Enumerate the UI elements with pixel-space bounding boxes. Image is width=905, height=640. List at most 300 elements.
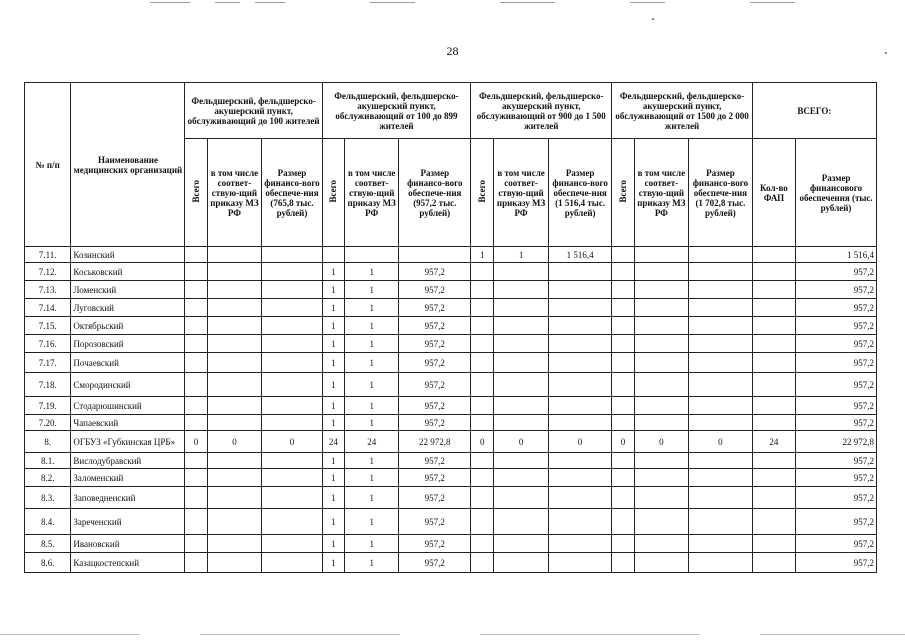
row-cell [689, 247, 753, 263]
row-number: 8.4. [25, 509, 71, 535]
table-row [25, 263, 877, 281]
row-organization-name: Стодарюшинский [71, 397, 185, 415]
row-cell [612, 453, 634, 469]
row-cell [612, 263, 634, 281]
table-row [25, 415, 877, 431]
row-cell [689, 353, 753, 373]
row-cell [471, 487, 494, 509]
row-cell [185, 509, 207, 535]
row-organization-name: Козинский [71, 247, 185, 263]
row-cell [752, 535, 795, 553]
table-row [25, 553, 877, 573]
row-cell [494, 487, 549, 509]
row-cell [752, 453, 795, 469]
group4-header: Фельдшерский, фельдшерско-акушерский пункт, обслуживающий от 1500 до 2 000 жителей [612, 83, 752, 139]
row-cell: 1 [322, 317, 344, 335]
row-cell: 957,2 [796, 317, 877, 335]
row-number: 7.18. [25, 373, 71, 397]
row-cell [689, 469, 753, 487]
vtom-header-4: в том числе соответ-ствую-щий приказу МЗ РФ [634, 139, 689, 247]
row-cell [262, 415, 323, 431]
row-cell: 957,2 [399, 509, 471, 535]
row-cell: 1 [344, 469, 399, 487]
row-cell [689, 281, 753, 299]
row-cell [185, 263, 207, 281]
row-cell [207, 535, 262, 553]
row-cell [689, 263, 753, 281]
row-cell [752, 373, 795, 397]
row-cell [185, 281, 207, 299]
group3-header: Фельдшерский, фельдшерско-акушерский пункт, обслуживающий от 900 до 1 500 жителей [471, 83, 612, 139]
table-row [25, 335, 877, 353]
row-cell: 1 [344, 281, 399, 299]
row-cell [185, 487, 207, 509]
row-cell: 0 [494, 431, 549, 453]
row-cell [494, 553, 549, 573]
row-cell [494, 317, 549, 335]
row-cell [752, 353, 795, 373]
row-cell: 0 [262, 431, 323, 453]
row-organization-name: Вислодубравский [71, 453, 185, 469]
row-cell: 1 [322, 509, 344, 535]
row-cell [262, 469, 323, 487]
row-cell [612, 469, 634, 487]
row-organization-name: Заповедненский [71, 487, 185, 509]
row-cell: 957,2 [796, 373, 877, 397]
group1-header: Фельдшерский, фельдшерско-акушерский пункт, обслуживающий до 100 жителей [185, 83, 322, 139]
row-cell [185, 335, 207, 353]
row-cell: 957,2 [399, 397, 471, 415]
row-cell: 24 [752, 431, 795, 453]
row-cell [634, 281, 689, 299]
table-row [25, 299, 877, 317]
row-cell: 1 [322, 373, 344, 397]
row-cell [689, 453, 753, 469]
row-cell: 1 516,4 [796, 247, 877, 263]
row-cell [494, 281, 549, 299]
row-cell [207, 397, 262, 415]
row-organization-name: Луговский [71, 299, 185, 317]
row-cell [634, 469, 689, 487]
row-cell: 957,2 [796, 487, 877, 509]
row-organization-name: Порозовский [71, 335, 185, 353]
row-cell [548, 487, 612, 509]
row-cell [752, 263, 795, 281]
row-cell [471, 263, 494, 281]
row-number: 7.19. [25, 397, 71, 415]
row-cell [185, 535, 207, 553]
row-cell: 957,2 [796, 469, 877, 487]
row-cell [262, 247, 323, 263]
table-row [25, 431, 877, 453]
row-cell [548, 299, 612, 317]
row-cell: 957,2 [399, 373, 471, 397]
row-cell [752, 469, 795, 487]
row-cell: 22 972,8 [399, 431, 471, 453]
row-organization-name: Ломенский [71, 281, 185, 299]
row-cell: 1 [344, 553, 399, 573]
vsego-header-1: Всего [185, 139, 207, 247]
row-cell: 0 [471, 431, 494, 453]
row-cell [207, 509, 262, 535]
row-cell: 1 [344, 353, 399, 373]
row-cell: 957,2 [796, 281, 877, 299]
row-cell [185, 353, 207, 373]
row-cell: 957,2 [399, 487, 471, 509]
row-number: 7.11. [25, 247, 71, 263]
row-cell [548, 263, 612, 281]
row-cell: 1 [344, 509, 399, 535]
row-cell: 1 [344, 535, 399, 553]
row-cell [689, 335, 753, 353]
row-cell [752, 397, 795, 415]
table-row [25, 453, 877, 469]
row-cell: 957,2 [399, 317, 471, 335]
row-cell [262, 453, 323, 469]
row-cell [471, 453, 494, 469]
row-cell: 957,2 [399, 353, 471, 373]
row-cell [471, 509, 494, 535]
row-cell [612, 353, 634, 373]
size-header-2: Размер финансо-вого обеспече-ния (957,2 тыс. рублей) [399, 139, 471, 247]
table-row [25, 535, 877, 553]
size-header-3: Размер финансо-вого обеспече-ния (1 516,4 тыс. рублей) [548, 139, 612, 247]
row-cell [185, 469, 207, 487]
row-cell [689, 487, 753, 509]
row-cell [612, 535, 634, 553]
size-header-1: Размер финансо-вого обеспече-ния (765,8 тыс. рублей) [262, 139, 323, 247]
row-cell: 957,2 [796, 353, 877, 373]
row-cell [207, 263, 262, 281]
row-cell [612, 487, 634, 509]
row-organization-name: Казацкостепский [71, 553, 185, 573]
row-organization-name: Почаевский [71, 353, 185, 373]
row-cell [185, 453, 207, 469]
row-cell [612, 299, 634, 317]
row-cell [207, 487, 262, 509]
row-cell [471, 397, 494, 415]
row-cell: 957,2 [399, 335, 471, 353]
row-cell [634, 353, 689, 373]
row-cell [494, 469, 549, 487]
row-cell [471, 373, 494, 397]
row-cell: 1 [322, 397, 344, 415]
row-cell [612, 415, 634, 431]
row-cell [612, 397, 634, 415]
page-number: 28 [446, 44, 459, 58]
row-cell [185, 247, 207, 263]
table-row [25, 397, 877, 415]
row-organization-name: Коськовский [71, 263, 185, 281]
row-cell [634, 553, 689, 573]
row-cell: 1 [344, 317, 399, 335]
row-cell: 957,2 [399, 535, 471, 553]
row-cell: 957,2 [796, 397, 877, 415]
row-cell [494, 299, 549, 317]
row-cell: 1 [322, 263, 344, 281]
row-cell: 957,2 [796, 415, 877, 431]
row-cell: 0 [689, 431, 753, 453]
row-cell: 24 [322, 431, 344, 453]
row-organization-name: Смородинский [71, 373, 185, 397]
row-cell [634, 397, 689, 415]
row-cell [262, 263, 323, 281]
row-cell [207, 415, 262, 431]
row-cell [207, 453, 262, 469]
row-cell: 1 [344, 373, 399, 397]
vsego-header-2: Всего [322, 139, 344, 247]
row-cell [634, 247, 689, 263]
row-cell: 0 [634, 431, 689, 453]
row-cell [612, 373, 634, 397]
row-cell: 1 516,4 [548, 247, 612, 263]
row-cell [752, 415, 795, 431]
row-cell [262, 373, 323, 397]
row-cell [185, 373, 207, 397]
row-cell [689, 415, 753, 431]
row-cell [634, 335, 689, 353]
row-cell [207, 553, 262, 573]
row-cell: 1 [322, 535, 344, 553]
row-cell [612, 247, 634, 263]
total-size-header: Размер финансового обеспечения (тыс. рублей) [796, 139, 877, 247]
row-cell [471, 415, 494, 431]
row-number: 8.6. [25, 553, 71, 573]
row-cell [494, 353, 549, 373]
row-cell [752, 247, 795, 263]
row-cell [471, 317, 494, 335]
row-cell: 0 [548, 431, 612, 453]
table-row [25, 317, 877, 335]
row-cell [207, 335, 262, 353]
row-cell: 1 [322, 553, 344, 573]
row-cell [612, 335, 634, 353]
row-number: 7.20. [25, 415, 71, 431]
row-organization-name: Заломенский [71, 469, 185, 487]
row-cell [612, 509, 634, 535]
row-cell: 957,2 [399, 263, 471, 281]
row-cell [494, 415, 549, 431]
row-cell [548, 509, 612, 535]
row-cell [634, 535, 689, 553]
row-cell [689, 373, 753, 397]
financing-table [24, 82, 877, 573]
row-cell [752, 487, 795, 509]
row-cell [548, 453, 612, 469]
vsego-header-4: Всего [612, 139, 634, 247]
row-cell [207, 281, 262, 299]
row-cell [185, 415, 207, 431]
vtom-header-2: в том числе соответ-ствую-щий приказу МЗ РФ [344, 139, 399, 247]
table-row [25, 373, 877, 397]
row-number: 7.16. [25, 335, 71, 353]
row-cell: 957,2 [796, 299, 877, 317]
row-cell [344, 247, 399, 263]
row-cell [689, 397, 753, 415]
row-number: 7.13. [25, 281, 71, 299]
row-cell [262, 509, 323, 535]
row-cell [262, 317, 323, 335]
row-number: 8.1. [25, 453, 71, 469]
row-cell [752, 335, 795, 353]
row-cell [634, 373, 689, 397]
col-num-header: № п/п [25, 83, 71, 247]
row-number: 8.3. [25, 487, 71, 509]
row-cell: 957,2 [796, 535, 877, 553]
row-cell: 1 [322, 469, 344, 487]
row-cell [548, 397, 612, 415]
row-cell [494, 453, 549, 469]
row-cell [752, 509, 795, 535]
row-cell [207, 247, 262, 263]
row-cell [494, 373, 549, 397]
row-cell: 957,2 [399, 299, 471, 317]
row-cell [634, 415, 689, 431]
row-cell [752, 317, 795, 335]
row-number: 7.17. [25, 353, 71, 373]
row-cell: 957,2 [399, 469, 471, 487]
row-number: 7.14. [25, 299, 71, 317]
row-cell [548, 415, 612, 431]
row-cell [752, 281, 795, 299]
row-cell: 957,2 [796, 453, 877, 469]
row-organization-name: Ивановский [71, 535, 185, 553]
row-cell [207, 373, 262, 397]
row-cell: 1 [322, 281, 344, 299]
row-cell [185, 317, 207, 335]
row-cell [207, 317, 262, 335]
row-cell [548, 535, 612, 553]
row-cell [262, 397, 323, 415]
row-cell: 1 [344, 299, 399, 317]
row-cell [494, 397, 549, 415]
row-cell [262, 553, 323, 573]
row-cell [262, 487, 323, 509]
row-cell: 1 [344, 453, 399, 469]
row-cell [548, 335, 612, 353]
row-cell [548, 373, 612, 397]
row-cell: 1 [344, 263, 399, 281]
row-cell [207, 353, 262, 373]
row-cell: 1 [322, 299, 344, 317]
row-cell [612, 281, 634, 299]
col-name-header: Наименование медицинских организаций [71, 83, 185, 247]
row-cell [471, 335, 494, 353]
row-number: 8.5. [25, 535, 71, 553]
row-cell [494, 335, 549, 353]
row-cell [612, 317, 634, 335]
row-cell [185, 299, 207, 317]
row-number: 7.15. [25, 317, 71, 335]
row-cell [262, 353, 323, 373]
row-number: 7.12. [25, 263, 71, 281]
row-cell: 957,2 [796, 553, 877, 573]
row-cell [689, 317, 753, 335]
row-cell [548, 469, 612, 487]
row-cell: 22 972,8 [796, 431, 877, 453]
row-cell: 1 [322, 415, 344, 431]
table-row [25, 353, 877, 373]
row-cell [689, 535, 753, 553]
row-cell [752, 299, 795, 317]
row-cell [471, 469, 494, 487]
table-row [25, 281, 877, 299]
row-cell [494, 263, 549, 281]
row-cell [399, 247, 471, 263]
row-cell [185, 553, 207, 573]
row-organization-name: ОГБУЗ «Губкинская ЦРБ» [71, 431, 185, 453]
row-cell: 24 [344, 431, 399, 453]
row-cell [634, 299, 689, 317]
row-cell: 957,2 [399, 453, 471, 469]
row-cell [689, 299, 753, 317]
table-row [25, 247, 877, 263]
row-cell [471, 553, 494, 573]
row-cell [322, 247, 344, 263]
kol-fap-header: Кол-во ФАП [752, 139, 795, 247]
table-row [25, 487, 877, 509]
row-cell: 1 [322, 487, 344, 509]
row-cell [262, 335, 323, 353]
row-cell: 0 [207, 431, 262, 453]
row-cell [548, 353, 612, 373]
row-cell: 1 [344, 487, 399, 509]
row-organization-name: Зареченский [71, 509, 185, 535]
table-row [25, 469, 877, 487]
row-cell [471, 299, 494, 317]
row-cell: 0 [612, 431, 634, 453]
row-cell [207, 469, 262, 487]
vtom-header-3: в том числе соответ-ствую-щий приказу МЗ РФ [494, 139, 549, 247]
row-cell [262, 535, 323, 553]
row-cell [634, 317, 689, 335]
row-cell: 1 [471, 247, 494, 263]
row-cell [689, 553, 753, 573]
row-cell [752, 553, 795, 573]
row-cell [612, 553, 634, 573]
row-cell: 957,2 [796, 335, 877, 353]
vtom-header-1: в том числе соответ-ствую-щий приказу МЗ РФ [207, 139, 262, 247]
row-cell: 957,2 [796, 509, 877, 535]
vsego-header-3: Всего [471, 139, 494, 247]
row-cell: 0 [185, 431, 207, 453]
row-cell [494, 535, 549, 553]
row-cell [471, 535, 494, 553]
row-cell: 957,2 [399, 553, 471, 573]
row-cell: 957,2 [399, 415, 471, 431]
total-header: ВСЕГО: [752, 83, 876, 139]
row-organization-name: Октябрьский [71, 317, 185, 335]
row-cell: 1 [322, 453, 344, 469]
group2-header: Фельдшерский, фельдшерско-акушерский пункт, обслуживающий от 100 до 899 жителей [322, 83, 470, 139]
row-cell [471, 353, 494, 373]
table-row [25, 509, 877, 535]
row-cell [634, 509, 689, 535]
row-cell: 1 [322, 353, 344, 373]
row-cell [634, 487, 689, 509]
row-cell: 1 [322, 335, 344, 353]
row-cell [185, 397, 207, 415]
row-cell [634, 453, 689, 469]
row-cell: 1 [344, 397, 399, 415]
row-cell [548, 317, 612, 335]
size-header-4: Размер финансо-вого обеспече-ния (1 702,8 тыс. рублей) [689, 139, 753, 247]
row-cell: 1 [344, 335, 399, 353]
row-cell [207, 299, 262, 317]
row-cell [634, 263, 689, 281]
row-cell [689, 509, 753, 535]
row-organization-name: Чапаевский [71, 415, 185, 431]
